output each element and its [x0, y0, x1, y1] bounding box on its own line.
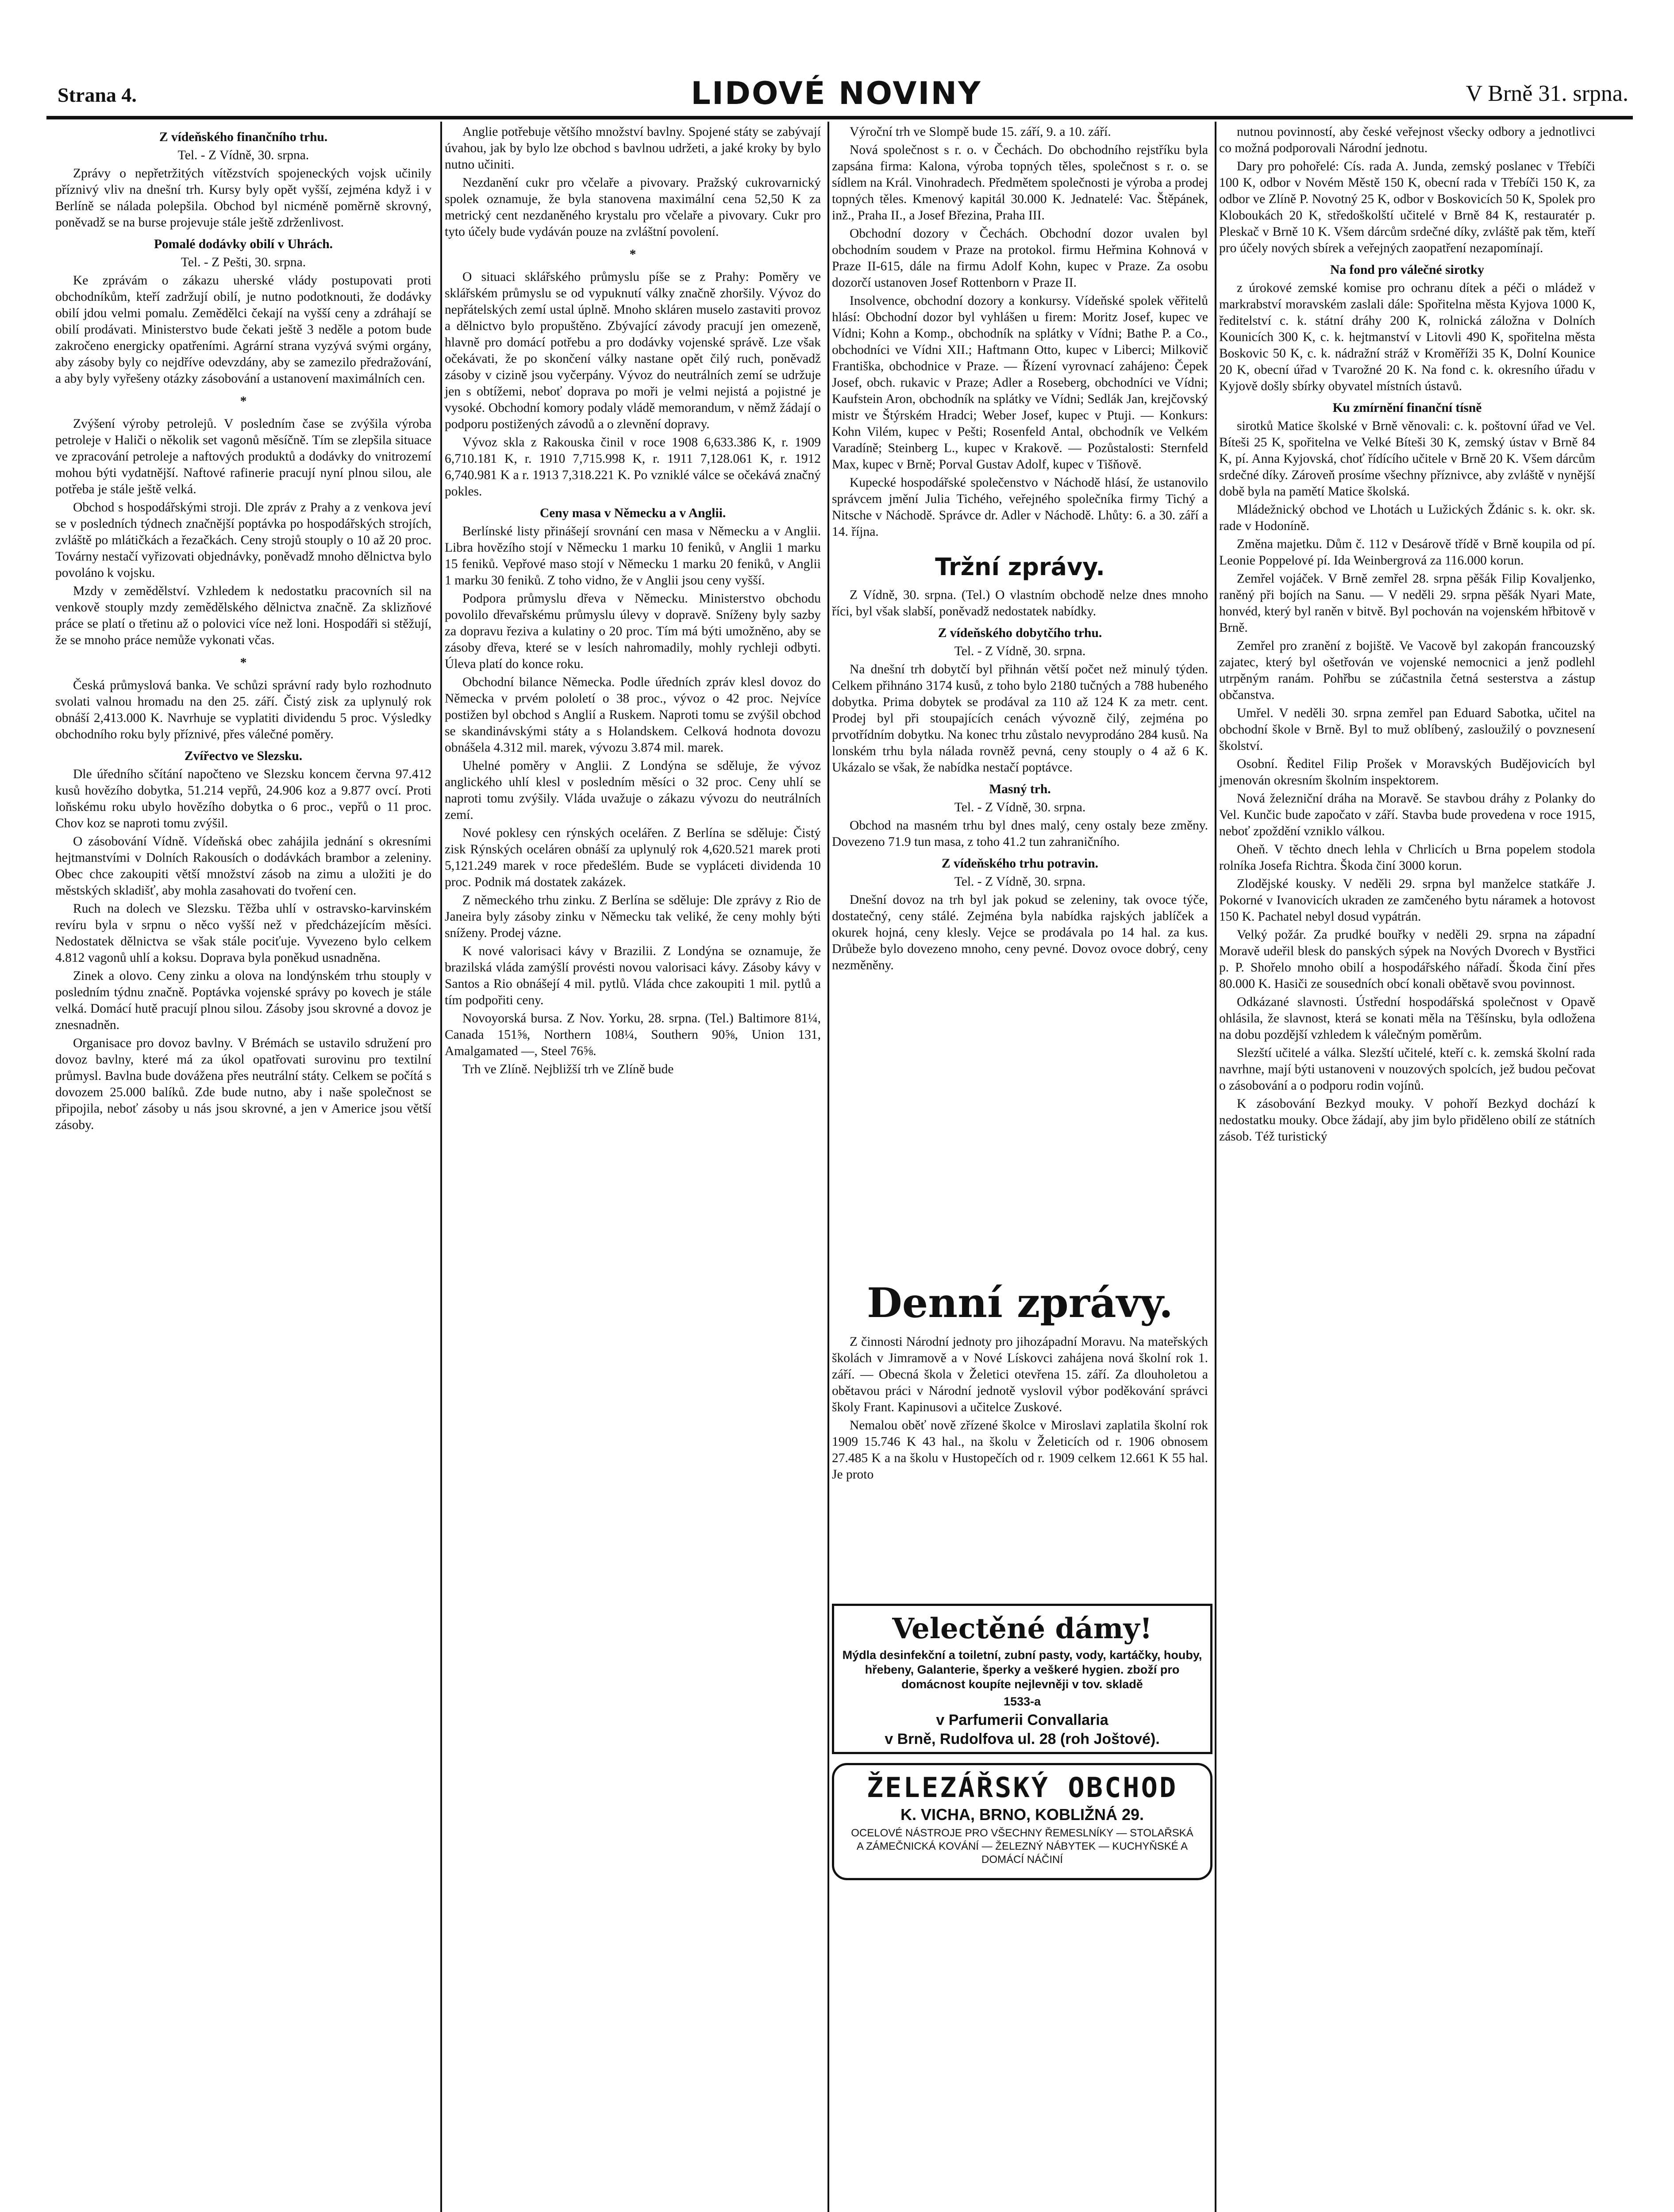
- article-text: Mzdy v zemědělství. Vzhledem k nedostatku pracovních sil na venkově stouply mzdy zemědělského dělnictva značně. Za sklizňové práce se platí o třetinu až o polovici více než loni. Hospodáři si stěžují, že se mnoho práce nemůže vykonati včas.: [55, 584, 431, 647]
- header-rule: [46, 116, 1633, 119]
- article-heading: Z vídeňského trhu potravin.: [941, 856, 1099, 871]
- section-heading: Tržní zprávy.: [935, 553, 1105, 581]
- article-text: Zinek a olovo. Ceny zinku a olova na londýnském trhu stouply v posledním týdnu značně. Poptávka vojenské správy po kovech je stále velká. Domácí hutě pracují plnou silou. Zásoby jsou skrovné a dovoz je znesnadněn.: [55, 969, 431, 1032]
- dateline: Tel. - Z Vídně, 30. srpna.: [954, 800, 1086, 814]
- article-text: Nová společnost s r. o. v Čechách. Do obchodního rejstříku byla zapsána firma: Kalona, výroba topných těles, společnost s r. o. se sídlem na Král. Vinohradech. Předmětem společnosti je výroba a prodej topných těles. Kmenový kapitál 30.000 K. Jednatelé: Vac. Štěpánek, inž., Praha II., a Josef Březina, Praha III.: [832, 143, 1208, 223]
- article-text: O zásobování Vídně. Vídeňská obec zahájila jednání s okresními hejtmanstvími v Dolních Rakousích o dodávkách brambor a zeleniny. Obec chce zakoupiti větší množství zásob na zimu a uložiti je do městských skladišť, aby mohla zasahovati do tvoření cen.: [55, 834, 431, 898]
- article-heading: Z vídeňského finančního trhu.: [159, 130, 328, 144]
- article-heading: Na fond pro válečné sirotky: [1330, 263, 1484, 277]
- dateline: Tel. - Z Pešti, 30. srpna.: [181, 255, 306, 269]
- article-text: K nové valorisaci kávy v Brazilii. Z Londýna se oznamuje, že brazilská vláda zamýšlí provésti novou valorisaci kávy. Zásoby kávy v Santos a Rio obnášejí 4 mil. pytlů. Vláda chce zakoupiti 1 mil. pytlů a tím podpořiti ceny.: [445, 944, 821, 1007]
- masthead: [27, 66, 1646, 119]
- ad-owner: K. VICHA, BRNO, KOBLIŽNÁ 29.: [900, 1805, 1144, 1824]
- column-1: [55, 124, 431, 1135]
- article-text: Z činnosti Národní jednoty pro jihozápadní Moravu. Na mateřských školách v Jimramově a v Nové Lískovci zahájena nová školní rok 1. září. — Obecná škola v Želetici otevřena 15. září. Za dlouholetou a obětavou práci v Národní jednotě vyslovil výbor poděkování správci školy Frant. Kapinusovi a učitelce Zuskové.: [832, 1335, 1208, 1414]
- article-text: Nová železniční dráha na Moravě. Se stavbou dráhy z Polanky do Vel. Kunčic bude započato v září. Stavba bude provedena v roce 1915, neboť zpoždění vzniklo válkou.: [1219, 791, 1595, 838]
- article-text: K zásobování Bezkyd mouky. V pohoří Bezkyd dochází k nedostatku mouky. Obce žádají, aby jim bylo přiděleno obilí ze státních zásob. Též turistický: [1219, 1097, 1595, 1144]
- article-text: Dle úředního sčítání napočteno ve Slezsku koncem června 97.412 kusů hovězího dobytka, 51.214 vepřů, 24.906 koz a 9.877 ovcí. Proti loňskému roku ubylo hovězího dobytka o 6 proc., vepřů o 11 proc. Chov koz se naproti tomu zvýšil.: [55, 767, 431, 830]
- article-text: Slezští učitelé a válka. Slezští učitelé, kteří c. k. zemská školní rada navrhne, mají býti ustanoveni v nouzových spolcích, jež budou pečovat o zásobování a o podporu rodin vojínů.: [1219, 1046, 1595, 1093]
- article-text: Dary pro pohořelé: Cís. rada A. Junda, zemský poslanec v Třebíči 100 K, odbor v Novém Městě 150 K, obecní rada v Třebíči 150 K, za odbor ve Zlíně P. Novotný 25 K, odbor v Boskovicích 50 K, Spolek pro Kloboukách 20 K, středoškolští učitelé v Brně 84 K, restauratér p. Pleskač v Brně 10 K. Všem dárcům srdečné díky, zvláště pak těm, kteří pro účely nových sbírek a veřejných zaopatření nezapomínají.: [1219, 159, 1595, 255]
- section-separator: *: [629, 247, 636, 261]
- article-text: Podpora průmyslu dřeva v Německu. Ministerstvo obchodu povolilo dřevařskému průmyslu úlevy v dopravě. Sníženy byly sazby za dopravu řeziva a kulatiny o 20 proc. Tím má býti umožněno, aby se zásoby dřeva, které se v lesích nahromadily, mohly rychleji odbyti. Úleva platí do konce roku.: [445, 591, 821, 671]
- article-text: Zemřel vojáček. V Brně zemřel 28. srpna pěšák Filip Kovaljenko, raněný při bojích na Sanu. — V neděli 29. srpna pěšák Nyari Mate, honvéd, který byl raněn v bitvě. Byl pochován na vojenském hřbitově v Brně.: [1219, 572, 1595, 635]
- ad-address: v Brně, Rudolfova ul. 28 (roh Joštové).: [885, 1731, 1160, 1747]
- issue-date: V Brně 31. srpna.: [1466, 81, 1628, 106]
- article-text: Česká průmyslová banka. Ve schůzi správní rady bylo rozhodnuto svolati valnou hromadu na den 25. září. Čistý zisk za uplynulý rok obnáší 2,413.000 K. Navrhuje se vyplatiti dividendu 5 proc. Výsledky obchodního roku byly příznivé, přes válečné poměry.: [55, 678, 431, 741]
- ad-shop-name: v Parfumerii Convallaria: [936, 1712, 1108, 1728]
- dateline: Tel. - Z Vídně, 30. srpna.: [954, 875, 1086, 889]
- article-text: Kupecké hospodářské společenstvo v Náchodě hlásí, že ustanovilo správcem jmění Julia Tichého, veřejného společníka firmy Tichý a Nitsche v Náchodě. Správce dr. Adler v Náchodě. Lhůty: 6. a 30. září a 14. října.: [832, 476, 1208, 539]
- section-heading: Denní zprávy.: [866, 1279, 1174, 1327]
- dateline: Tel. - Z Vídně, 30. srpna.: [954, 644, 1086, 658]
- article-text: Berlínské listy přinášejí srovnání cen masa v Německu a v Anglii. Libra hovězího stojí v Německu 1 marku 10 feniků, v Anglii 1 marku 15 feniků. Vepřové maso stojí v Německu 1 marku 20 feniků, v Anglii 1 marku 30 feniků. Z toho vidno, že v Anglii jsou ceny vyšší.: [445, 524, 821, 588]
- article-text: Umřel. V neděli 30. srpna zemřel pan Eduard Sabotka, učitel na obchodní škole v Brně. Byl to muž oblíbený, zasloužilý o povznesení školství.: [1219, 706, 1595, 753]
- article-text: Zvýšení výroby petrolejů. V posledním čase se zvýšila výroba petroleje v Haliči o několik set vagonů měsíčně. Tím se zlepšila situace ve zpracování petroleje a naftových produktů a dodávky do vnitrozemí mohou býti vydatnější. Naftové rafinerie pracují nyní plnou silou, ale potřeba je stále ještě velká.: [55, 417, 431, 496]
- column-divider: [440, 122, 442, 2212]
- article-text: Na dnešní trh dobytčí byl přihnán větší počet než minulý týden. Celkem přihnáno 3174 kusů, z toho bylo 2180 tučných a 788 hubeného dobytka. Prima dobytek se prodával za 110 až 124 K za metr. cent. Prodej byl při stoupajících cenách vývozně čilý, zejména po prvotřídním dobytku. Na konec trhu zůstalo nevyprodáno 284 kusů. Na lonském trhu byla nálada rovněž pevná, ceny stouply o 4 až 6 K. Ukázalo se však, že nabídka nestačí poptávce.: [832, 662, 1208, 775]
- article-heading: Ku zmírnění finanční tísně: [1332, 401, 1482, 415]
- article-text: Nemalou oběť nově zřízené školce v Miroslavi zaplatila školní rok 1909 15.746 K 43 hal., na školu v Želeticích od r. 1906 obnosem 27.485 K a na školu v Hustopečích od r. 1909 celkem 12.661 K 55 hal. Je proto: [832, 1418, 1208, 1482]
- column-4: [1219, 124, 1595, 1147]
- dateline: Tel. - Z Vídně, 30. srpna.: [177, 148, 309, 162]
- article-text: Obchod na masném trhu byl dnes malý, ceny ostaly beze změny. Dovezeno 71.9 tun masa, z toho 41.2 tun zahraničního.: [832, 818, 1208, 849]
- article-text: Výroční trh ve Slompě bude 15. září, 9. a 10. září.: [850, 125, 1111, 139]
- article-text: Oheň. V těchto dnech lehla v Chrlicích u Brna popelem stodola rolníka Josefa Richtra. Škoda činí 3000 korun.: [1219, 842, 1595, 873]
- advertisement-hardware-store: [832, 1763, 1212, 1880]
- article-text: Z německého trhu zinku. Z Berlína se sděluje: Dle zprávy z Rio de Janeira byly zásoby zinku v Německu tak veliké, že ceny mohly býti sníženy. Prodej vázne.: [445, 893, 821, 940]
- ad-title: Velectěné dámy!: [892, 1612, 1152, 1645]
- article-text: Organisace pro dovoz bavlny. V Brémách se ustavilo sdružení pro dovoz bavlny, které má za úkol opatřovati surovinu pro textilní průmysl. Bavlna bude dovážena přes neutrální státy. Celkem se počítá s dovozem 25.000 balíků. Zde bude nutno, aby i naše společnost se připojila, neboť zásoby u nás jsou skrovné, a jen v Americe jsou větší zásoby.: [55, 1036, 431, 1132]
- ad-space: [832, 975, 1208, 1267]
- section-separator: *: [240, 394, 247, 408]
- article-text: Obchodní dozory v Čechách. Obchodní dozor uvalen byl obchodním soudem v Praze na protokol. firmu Heřmina Kohnová v Praze II-615, dále na firmu Adolf Kohn, kupec v Praze. Za osobu dozorčí ustanoven Josef Rottenborn v Praze II.: [832, 227, 1208, 290]
- article-text: z úrokové zemské komise pro ochranu dítek a péči o mládež v markrabství moravském zaslali dále: Spořitelna města Kyjova 1000 K, ředitelství c. k. státní dráhy 200 K, rolnická záložna v Dolních Kounicích 300 K, c. k. hejtmanství v Litovli 490 K, spořitelna města Boskovic 50 K, c. k. nádražní stráž v Kroměříži 35 K, Dolní Kounice 20 K, obecní úřad v Tvarožné 20 K. Na fond c. k. okresního úřadu v Kyjově došly sbírky obyvatel místních ústavů.: [1219, 281, 1595, 393]
- section-separator: *: [240, 656, 247, 670]
- ad-text: Mýdla desinfekční a toiletní, zubní pasty, vody, kartáčky, houby, hřebeny, Galanterie, šperky a veškeré hygien. zboží pro domácnost koupíte nejlevněji v tov. skladě: [842, 1648, 1202, 1691]
- article-text: Vývoz skla z Rakouska činil v roce 1908 6,633.386 K, r. 1909 6,710.181 K, r. 1910 7,715.998 K, r. 1911 7,128.061 K, r. 1912 6,740.981 K a r. 1913 7,318.221 K. Po vzniklé válce se očekává značný pokles.: [445, 435, 821, 499]
- article-text: nutnou povinností, aby české veřejnost všecky odbory a jednotlivci co možná podporovali Národní jednotu.: [1219, 125, 1595, 155]
- article-text: Anglie potřebuje většího množství bavlny. Spojené státy se zabývají úvahou, jak by bylo lze obchod s bavlnou udržeti, a jaké kroky by bylo nutno učiniti.: [445, 125, 821, 172]
- article-text: Insolvence, obchodní dozory a konkursy. Vídeňské spolek věřitelů hlásí: Obchodní dozor byl vyhlášen u firem: Moritz Josef, kupec ve Vídni; Kohn a Komp., obchodník na splátky v Vídni; Bathe P. a Co., obchodníci ve Vídni XII.; Haftmann Otto, kupec v Liberci; Milkovič Františka, obchodnice v Praze. — Řízení vyrovnací zahájeno: Čepek Josef, obch. rukavic v Praze; Adler a Roseberg, obchodníci ve Vídni; Kaufstein Aron, obchodník na splátky ve Vídni; Sedlák Jan, krejčovský mistr ve Štýrském Hradci; Weber Josef, kupec v Ptuji. — Konkurs: Kohn Vilém, kupec v Pešti; Rosenfeld Antal, obchodník ve Velkém Varadíně; Steinberg L., kupec v Krakově. — Pozůstalosti: Sternfeld Max, kupec v Brně; Porval Gustav Adolf, kupec v Tišňově.: [832, 294, 1208, 472]
- article-text: Obchod s hospodářskými stroji. Dle zpráv z Prahy a z venkova jeví se v posledních týdnech značnější poptávka po hospodářských strojích, zvláště po mlátičkách a řezačkách. Ceny strojů stouply o 10 až 20 proc. Továrny nestačí vyřizovati objednávky, poněvadž mnoho dělnictva bylo povoláno k vojsku.: [55, 500, 431, 580]
- article-heading: Masný trh.: [989, 782, 1051, 796]
- article-heading: Ceny masa v Německu a v Anglii.: [539, 506, 726, 520]
- article-text: Zemřel pro zranění z bojiště. Ve Vacově byl zakopán francouzský zajatec, který byl ošetřován ve vojenské nemocnici a jenž podlehl utrpěným ranám. Pohřbu se zúčastnila četná sesterstva a zástup občanstva.: [1219, 639, 1595, 702]
- article-text: Z Vídně, 30. srpna. (Tel.) O vlastním obchodě nelze dnes mnoho říci, byl však slabší, poněvadž nedostatek nabídky.: [832, 588, 1208, 618]
- article-heading: Zvířectvo ve Slezsku.: [184, 749, 303, 763]
- article-text: Nové poklesy cen rýnských ocelářen. Z Berlína se sděluje: Čistý zisk Rýnských oceláren obnáší za uplynulý rok 4,620.521 marek proti 5,121.249 marek v roce předešlém. Bude se vypláceti dividenda 10 proc. Podnik má dostatek zakázek.: [445, 826, 821, 889]
- article-text: Zlodějské kousky. V neděli 29. srpna byl manželce statkáře J. Pokorné v Ivanovicích ukraden ze zamčeného bytu náramek a hotovost 150 K. Pachatel nebyl dosud vypátrán.: [1219, 877, 1595, 924]
- page-number: Strana 4.: [58, 84, 137, 106]
- article-text: Dnešní dovoz na trh byl jak pokud se zeleniny, tak ovoce týče, dostatečný, ceny stálé. Zejména byla nabídka rajských jablíček a okurek hojná, ceny klesly. Vejce se prodávala po 14 hal. za kus. Drůbeže bylo dovezeno mnoho, ceny pevné. Dovoz ovoce dobrý, ceny nezměněny.: [832, 893, 1208, 972]
- article-text: Osobní. Ředitel Filip Prošek v Moravských Budějovicích byl jmenován okresním školním inspektorem.: [1219, 757, 1595, 787]
- column-divider: [1215, 122, 1216, 2212]
- article-text: Novoyorská bursa. Z Nov. Yorku, 28. srpna. (Tel.) Baltimore 81¼, Canada 151⅝, Northern 108¼, Southern 90⅝, Union 131, Amalgamated —, Steel 76⅝.: [445, 1011, 821, 1058]
- article-heading: Pomalé dodávky obilí v Uhrách.: [154, 237, 333, 251]
- article-text: Ke zprávám o zákazu uherské vlády postupovati proti obchodníkům, kteří zadržují obilí, je nutno podotknouti, že dodávky obilí jdou velmi pomalu. Zemědělci čekají na vyšší ceny a zdráhají se obilí prodávati. Ministerstvo bude čekati ještě 3 neděle a potom bude zakročeno energicky opatřeními. Agrární strana vyzývá svými orgány, aby zásoby byly co nejdříve odevzdány, aby se zamezilo předražování, a aby byly vyřešeny otázky zásobování a ustanovení maximálních cen.: [55, 273, 431, 386]
- article-text: sirotků Matice školské v Brně věnovali: c. k. poštovní úřad ve Vel. Bíteši 25 K, spořitelna ve Velké Bíteši 30 K, zemský ústav v Brně 84 K, pí. Anna Kyjovská, choť řídícího učitele v Brně 20 K. Všem dárcům srdečné díky. Zároveň prosíme všechny příznivce, aby zvláště v nynější době byla na pamětí Matice školská.: [1219, 419, 1595, 499]
- article-text: Odkázané slavnosti. Ústřední hospodářská společnost v Opavě ohlásila, že slavnost, která se konati měla na Těšínsku, byla odložena na dobu pozdější vzhledem k válečným poměrům.: [1219, 995, 1595, 1042]
- article-text: Ruch na dolech ve Slezsku. Těžba uhlí v ostravsko-karvinském revíru byla v srpnu o něco vyšší než v předcházejícím měsíci. Nedostatek dělnictva se však stále pociťuje. Vyvezeno bylo celkem 4.812 vagonů uhlí a koksu. Doprava byla poněkud usnadněna.: [55, 902, 431, 965]
- article-text: Uhelné poměry v Anglii. Z Londýna se sděluje, že vývoz anglického uhlí klesl v posledním měsíci o 32 proc. Ceny uhlí se naproti tomu zvýšily. Vláda uvažuje o zákazu vývozu do neutrálních zemí.: [445, 759, 821, 822]
- ad-code: 1533-a: [1003, 1695, 1041, 1708]
- column-2: [445, 124, 821, 1079]
- article-text: Změna majetku. Dům č. 112 v Desárově třídě v Brně koupila od pí. Leonie Poppelové pí. Ida Weinbergrová za 116.000 korun.: [1219, 537, 1595, 568]
- article-text: Velký požár. Za prudké bouřky v neděli 29. srpna na západní Moravě udeřil blesk do panských sýpek na Nových Dvorech v Bystřici p. P. Shořelo mnoho obilí a hospodářského nářadí. Škoda činí přes 80.000 K. Hasiči ze sousedních obcí konali obětavě svou povinnost.: [1219, 928, 1595, 991]
- advertisement-convallaria: [832, 1604, 1212, 1754]
- article-text: Mládežnický obchod ve Lhotách u Lužických Ždánic s. k. okr. sk. rade v Hodoníně.: [1219, 503, 1595, 533]
- column-divider: [827, 122, 829, 2212]
- article-text: Trh ve Zlíně. Nejbližší trh ve Zlíně bude: [462, 1062, 674, 1076]
- ad-text: OCELOVÉ NÁSTROJE PRO VŠECHNY ŘEMESLNÍKY — STOLAŘSKÁ A ZÁMEČNICKÁ KOVÁNÍ — ŽELEZNÝ NÁBYTEK — KUCHYŇSKÉ A DOMÁCÍ NÁČINÍ: [851, 1827, 1193, 1866]
- newspaper-title: LIDOVÉ NOVINY: [691, 75, 982, 111]
- article-text: Nezdanění cukr pro včelaře a pivovary. Pražský cukrovarnický spolek oznamuje, že byla stanovena maximální cena 52,50 K za metrický cent nezdaněného krystalu pro včelaře a pivovary. Cukr pro tyto účely bude vydáván pouze na zvláštní povolení.: [445, 176, 821, 239]
- article-text: O situaci sklářského průmyslu píše se z Prahy: Poměry ve sklářském průmyslu se od vypuknutí války značně zhoršily. Vývoz do nepřátelských zemí ustal úplně. Mnoho skláren muselo zastaviti provoz a dělnictvo bylo propuštěno. Zbývající závody pracují jen omezeně, hlavně pro domácí potřebu a pro dodávky vojenské správě. Lze však očekávati, že po skončení války nastane opět čilý ruch, poněvadž zásoby v cizině jsou vyčerpány. Vývoz do neutrálních zemí se udržuje jen s obtížemi, neboť doprava po moři je velmi nejistá a pojistné je vysoké. Obchodní komory podaly vládě memorandum, v němž žádají o podporu postižených závodů a o zlevnění dopravy.: [445, 270, 821, 431]
- ad-title: ŽELEZÁŘSKÝ OBCHOD: [866, 1771, 1178, 1804]
- column-3: [832, 124, 1208, 1485]
- article-text: Obchodní bilance Německa. Podle úředních zpráv klesl dovoz do Německa v prvém pololetí o 38 proc., vývoz o 42 proc. Nejvíce postižen byl obchod s Anglií a Ruskem. Naproti tomu se zvýšil obchod se skandinávskými státy a s Holandskem. Celková hodnota dovozu obnášela 4.312 mil. marek, vývozu 3.874 mil. marek.: [445, 675, 821, 755]
- article-text: Zprávy o nepřetržitých vítězstvích spojeneckých vojsk učinily příznivý vliv na dnešní trh. Kursy byly opět vyšší, zejména když i v Berlíně se nálada polepšila. Obchod byl nicméně poměrně skrovný, poněvadž se na burse projevuje stále ještě zdrženlivost.: [55, 166, 431, 230]
- article-heading: Z vídeňského dobytčího trhu.: [938, 626, 1102, 640]
